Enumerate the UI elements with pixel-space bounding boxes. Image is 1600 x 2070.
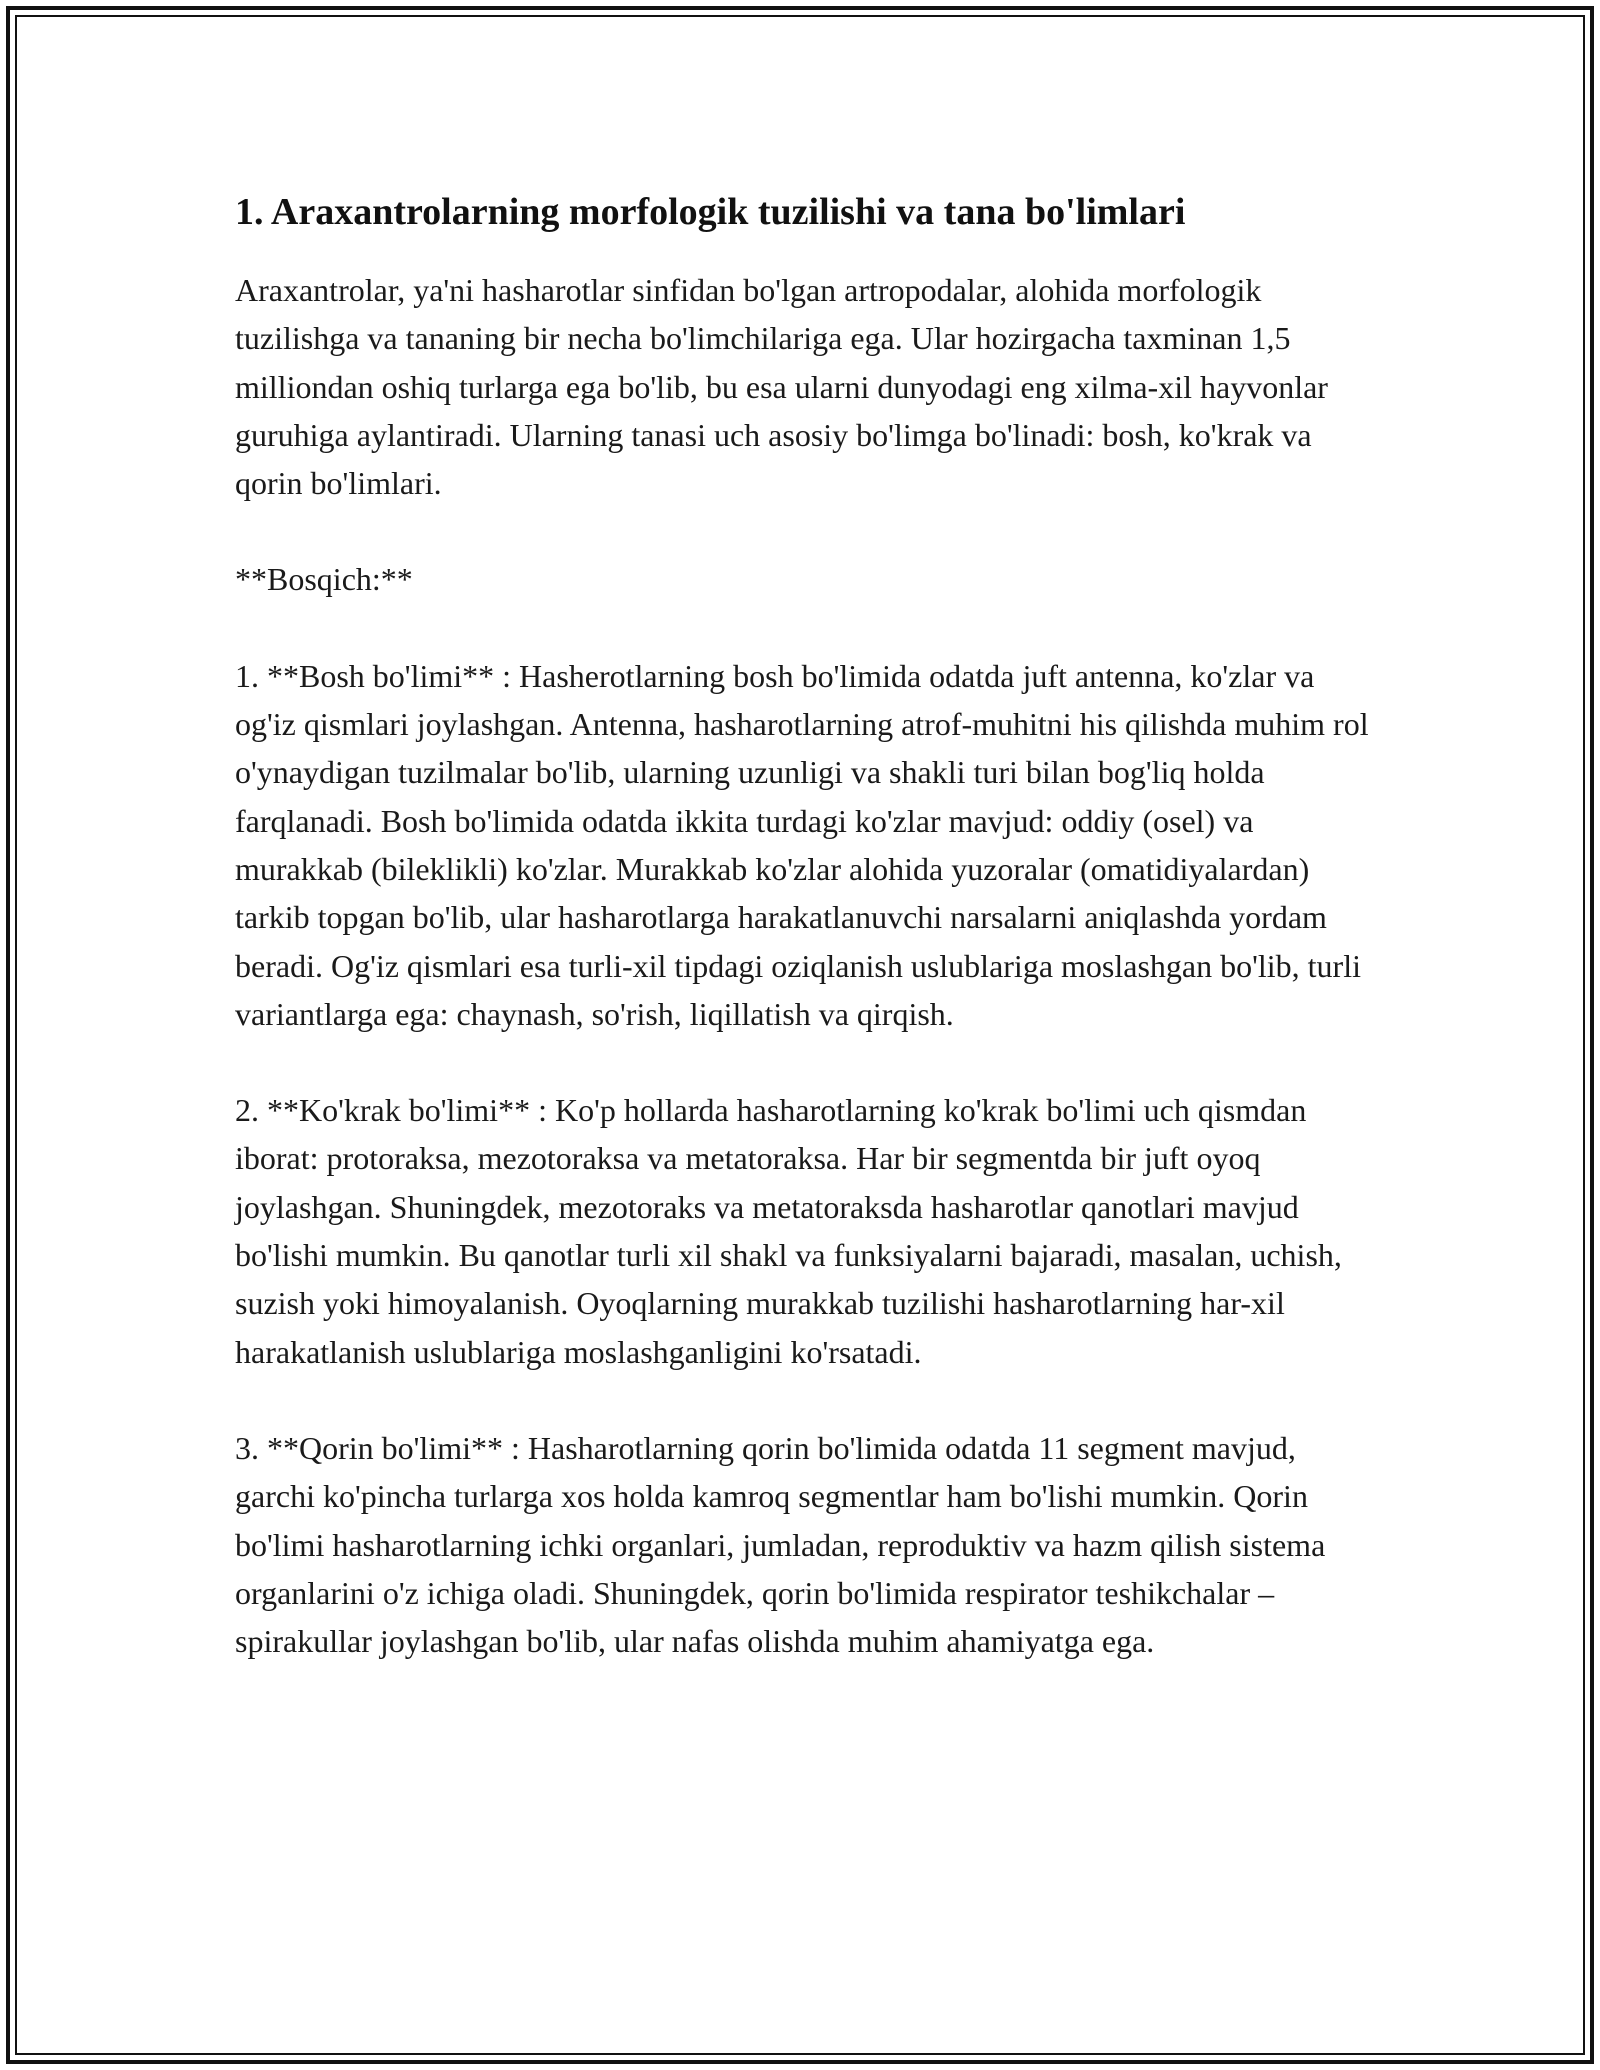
head-section-paragraph: 1. **Bosh bo'limi** : Hasherotlarning bosh bo'limida odatda juft antenna, ko'zlar va og'iz qismlari joylashgan. Antenna, hasharotlarning atrof-muhitni his qilishda muhim rol o'ynaydigan tuzilmalar bo'lib, ularning uzunligi va shakli turi bilan bog'liq holda farqlanadi. Bosh bo'limida odatda ikkita turdagi ko'zlar mavjud: oddiy (osel) va murakkab (bileklikli) ko'zlar. Murakkab ko'zlar alohida yuzoralar (omatidiyalardan) tarkib topgan bo'lib, ular hasharotlarga harakatlanuvchi narsalarni aniqlashda yordam beradi. Og'iz qismlari esa turli-xil tipdagi oziqlanish uslublariga moslashgan bo'lib, turli variantlarga ega: chaynash, so'rish, liqillatish va qirqish.: [235, 657, 1369, 1032]
abdomen-section-paragraph: 3. **Qorin bo'limi** : Hasharotlarning qorin bo'limida odatda 11 segment mavjud, garchi ko'pincha turlarga xos holda kamroq segmentlar ham bo'lishi mumkin. Qorin bo'limi hasharotlarning ichki organlari, jumladan, reproduktiv va hazm qilish sistema organlarini o'z ichiga oladi. Shuningdek, qorin bo'limida respirator teshikchalar – spirakullar joylashgan bo'lib, ular nafas olishda muhim ahamiyatga ega.: [235, 1429, 1326, 1660]
stage-heading: **Bosqich:**: [235, 561, 413, 598]
document-body: [235, 182, 1375, 1713]
intro-paragraph: Araxantrolar, ya'ni hasharotlar sinfidan bo'lgan artropodalar, alohida morfologik tuzilishga va tananing bir necha bo'limchilariga ega. Ular hozirgacha taxminan 1,5 milliondan oshiq turlarga ega bo'lib, bu esa ularni dunyodagi eng xilma-xil hayvonlar guruhiga aylantiradi. Ularning tanasi uch asosiy bo'limga bo'linadi: bosh, ko'krak va qorin bo'limlari.: [235, 272, 1328, 502]
thorax-section-paragraph: 2. **Ko'krak bo'limi** : Ko'p hollarda hasharotlarning ko'krak bo'limi uch qismdan iborat: protoraksa, mezotoraksa va metatoraksa. Har bir segmentda bir juft oyoq joylashgan. Shuningdek, mezotoraks va metatoraksda hasharotlar qanotlari mavjud bo'lishi mumkin. Bu qanotlar turli xil shakl va funksiyalarni bajaradi, masalan, uchish, suzish yoki himoyalanish. Oyoqlarning murakkab tuzilishi hasharotlarning har-xil harakatlanish uslublariga moslashganligini ko'rsatadi.: [235, 1092, 1342, 1370]
document-title: 1. Araxantrolarning morfologik tuzilishi va tana bo'limlari: [235, 191, 1186, 233]
